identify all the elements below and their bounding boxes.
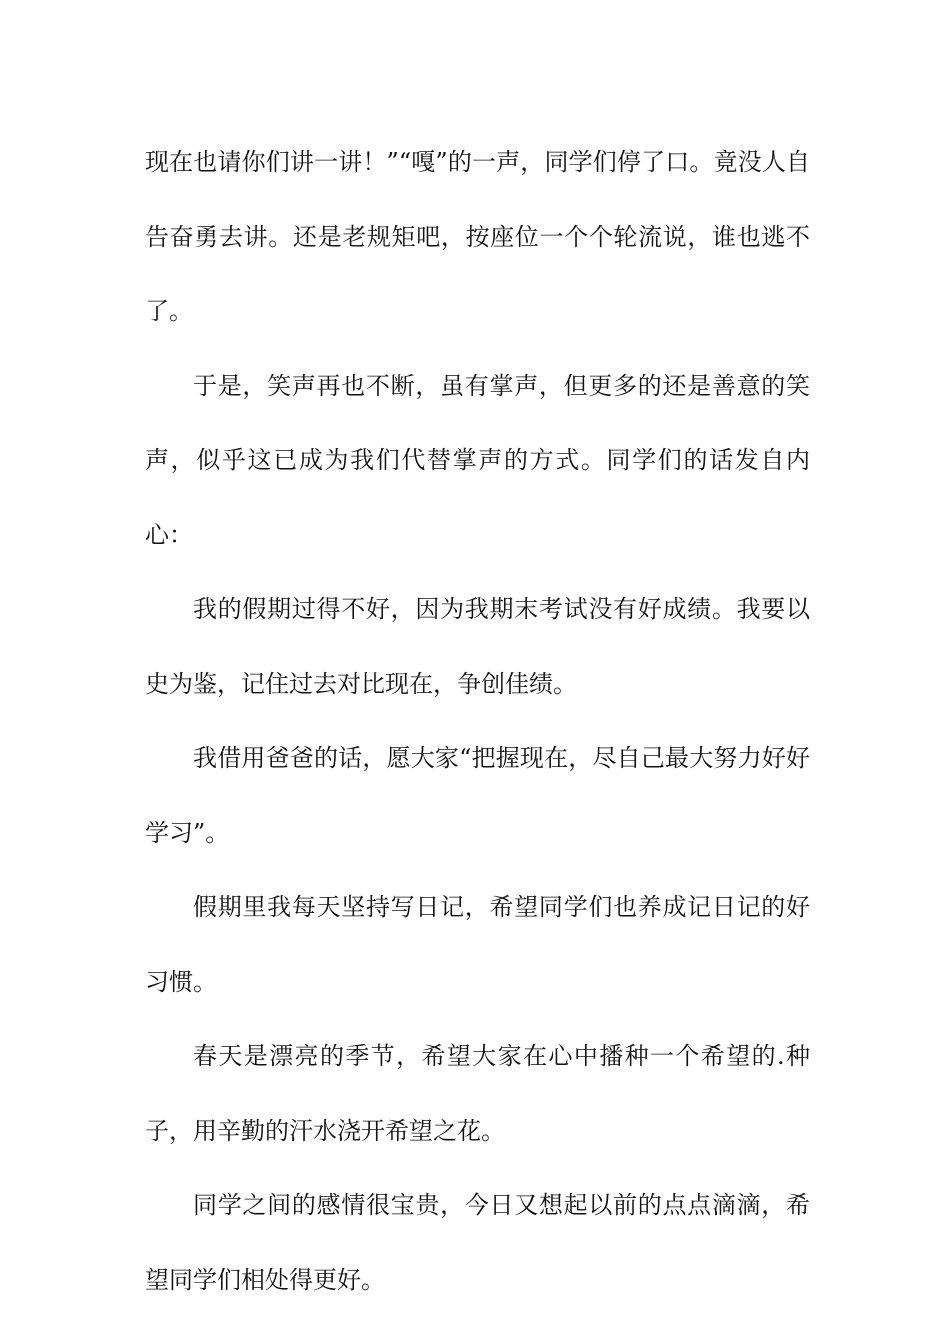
paragraph-4: 我借用爸爸的话，愿大家“把握现在，尽自己最大努力好好学习”。 <box>145 744 810 847</box>
body-text <box>145 125 810 1317</box>
paragraph-6: 春天是漂亮的季节，希望大家在心中播种一个希望的.种子，用辛勤的汗水浇开希望之花。 <box>145 1042 810 1145</box>
paragraph-2: 于是，笑声再也不断，虽有掌声，但更多的还是善意的笑声，似乎这已成为我们代替掌声的方式。同学们的话发自内心： <box>145 371 810 549</box>
paragraph-1: 现在也请你们讲一讲！”“嘎”的一声，同学们停了口。竟没人自告奋勇去讲。还是老规矩吧，按座位一个个轮流说，谁也逃不了。 <box>145 148 810 325</box>
paragraph-3: 我的假期过得不好，因为我期末考试没有好成绩。我要以史为鉴，记住过去对比现在，争创佳绩。 <box>145 595 810 698</box>
paragraph-7: 同学之间的感情很宝贵，今日又想起以前的点点滴滴，希望同学们相处得更好。 <box>145 1191 810 1294</box>
paragraph-5: 假期里我每天坚持写日记，希望同学们也养成记日记的好习惯。 <box>145 893 810 996</box>
